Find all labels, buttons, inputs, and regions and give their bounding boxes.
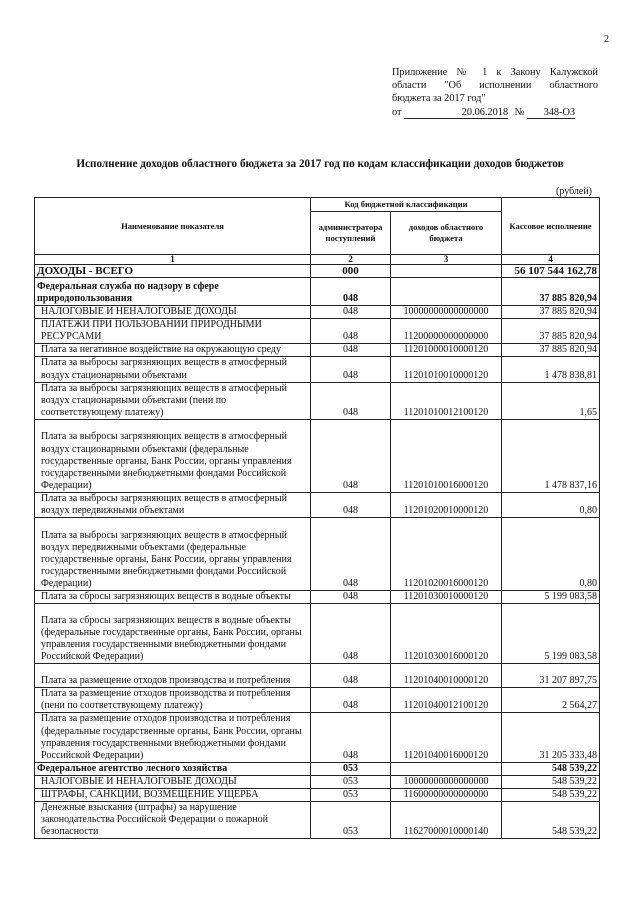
row-amount: 31 205 333,48 <box>502 713 600 762</box>
table-row <box>35 604 600 664</box>
row-name: Плата за выбросы загрязняющих веществ в атмосферный воздух стационарными объектами <box>35 357 311 382</box>
row-admin-code: 053 <box>311 775 391 788</box>
table-row <box>35 775 600 788</box>
row-income-code: 11201040012100120 <box>391 688 502 713</box>
row-amount: 1 478 838,81 <box>502 357 600 382</box>
appendix-date-line <box>392 106 598 119</box>
row-admin-code: 048 <box>311 713 391 762</box>
table-row <box>35 788 600 801</box>
row-income-code: 10000000000000000 <box>391 306 502 319</box>
header-code-group: Код бюджетной классификации <box>311 198 502 212</box>
appendix-line-3: бюджета за 2017 год" <box>392 93 486 104</box>
row-amount: 1,65 <box>502 382 600 419</box>
row-name: Плата за размещение отходов производства и потребления (пени по соответствующему платежу) <box>35 688 311 713</box>
row-admin-code: 048 <box>311 319 391 344</box>
row-income-code: 11200000000000000 <box>391 319 502 344</box>
date-prefix: от <box>392 107 402 118</box>
row-income-code: 11201010016000120 <box>391 419 502 492</box>
table-row <box>35 357 600 382</box>
row-income-code: 11201030016000120 <box>391 604 502 664</box>
row-admin-code: 048 <box>311 306 391 319</box>
page-title: Исполнение доходов областного бюджета за 2017 год по кодам классификации доходов бюджетов <box>76 158 564 170</box>
row-amount: 548 539,22 <box>502 762 600 775</box>
row-amount: 37 885 820,94 <box>502 278 600 306</box>
table-row <box>35 802 600 839</box>
header-name: Наименование показателя <box>35 198 311 255</box>
row-income-code: 11201010012100120 <box>391 382 502 419</box>
row-amount: 37 885 820,94 <box>502 344 600 357</box>
table-row <box>35 265 600 278</box>
row-income-code <box>391 265 502 278</box>
row-name: НАЛОГОВЫЕ И НЕНАЛОГОВЫЕ ДОХОДЫ <box>35 775 311 788</box>
row-name: Плата за негативное воздействие на окружающую среду <box>35 344 311 357</box>
row-admin-code: 048 <box>311 382 391 419</box>
row-amount: 0,80 <box>502 518 600 591</box>
row-admin-code: 053 <box>311 762 391 775</box>
row-amount: 5 199 083,58 <box>502 591 600 604</box>
table-row <box>35 688 600 713</box>
row-admin-code: 048 <box>311 419 391 492</box>
law-date: 20.06.2018 <box>404 107 508 119</box>
row-admin-code: 048 <box>311 492 391 517</box>
table-row <box>35 319 600 344</box>
header-income: доходов областного бюджета <box>391 212 502 255</box>
table-row <box>35 419 600 492</box>
row-name: Федеральное агентство лесного хозяйства <box>35 762 311 775</box>
row-income-code: 11201000010000120 <box>391 344 502 357</box>
row-admin-code: 000 <box>311 265 391 278</box>
row-income-code: 11201040010000120 <box>391 664 502 688</box>
row-income-code: 11627000010000140 <box>391 802 502 839</box>
header-cash: Кассовое исполнение <box>502 198 600 255</box>
row-name: Плата за сбросы загрязняющих веществ в водные объекты (федеральные государственные органы, Банк России, органы управления государственными внебюджетными фондами Российской Федерации) <box>35 604 311 664</box>
col-num-3: 3 <box>391 255 502 265</box>
col-num-1: 1 <box>35 255 311 265</box>
col-num-4: 4 <box>502 255 600 265</box>
row-amount: 0,80 <box>502 492 600 517</box>
row-admin-code: 053 <box>311 788 391 801</box>
row-admin-code: 048 <box>311 664 391 688</box>
table-row <box>35 306 600 319</box>
table-row <box>35 344 600 357</box>
table-row <box>35 492 600 517</box>
row-amount: 31 207 897,75 <box>502 664 600 688</box>
row-amount: 548 539,22 <box>502 788 600 801</box>
row-name: Плата за размещение отходов производства и потребления <box>35 664 311 688</box>
row-admin-code: 048 <box>311 604 391 664</box>
table-row <box>35 713 600 762</box>
row-admin-code: 048 <box>311 688 391 713</box>
table-row <box>35 278 600 306</box>
row-amount: 56 107 544 162,78 <box>502 265 600 278</box>
row-admin-code: 048 <box>311 278 391 306</box>
row-income-code: 11600000000000000 <box>391 788 502 801</box>
row-income-code: 11201020016000120 <box>391 518 502 591</box>
row-name: Плата за размещение отходов производства и потребления (федеральные государственные органы, Банк России, органы управления государственными внебюджетными фондами Российской Федерации) <box>35 713 311 762</box>
law-number: 348-ОЗ <box>527 107 575 119</box>
row-amount: 2 564,27 <box>502 688 600 713</box>
appendix-line-1: Приложение № 1 к Закону Калужской <box>392 67 598 78</box>
row-amount: 548 539,22 <box>502 802 600 839</box>
row-name: Плата за выбросы загрязняющих веществ в атмосферный воздух передвижными объектами <box>35 492 311 517</box>
row-income-code <box>391 278 502 306</box>
row-income-code: 10000000000000000 <box>391 775 502 788</box>
row-name: Плата за сбросы загрязняющих веществ в водные объекты <box>35 591 311 604</box>
col-num-2: 2 <box>311 255 391 265</box>
row-name: Денежные взыскания (штрафы) за нарушение законодательства Российской Федерации о пожарной безопасности <box>35 802 311 839</box>
row-name: ДОХОДЫ - ВСЕГО <box>35 265 311 278</box>
row-income-code: 11201030010000120 <box>391 591 502 604</box>
row-income-code: 11201020010000120 <box>391 492 502 517</box>
page-number: 2 <box>604 34 609 45</box>
table-row <box>35 382 600 419</box>
row-admin-code: 048 <box>311 518 391 591</box>
number-prefix: № <box>514 107 525 118</box>
appendix-line-2: области "Об исполнении областного <box>392 80 598 91</box>
row-admin-code: 048 <box>311 591 391 604</box>
row-name: НАЛОГОВЫЕ И НЕНАЛОГОВЫЕ ДОХОДЫ <box>35 306 311 319</box>
row-name: Плата за выбросы загрязняющих веществ в атмосферный воздух стационарными объектами (пени по соответствующему платежу) <box>35 382 311 419</box>
header-admin: администратора поступлений <box>311 212 391 255</box>
income-table <box>34 197 600 839</box>
row-amount: 1 478 837,16 <box>502 419 600 492</box>
appendix-note <box>392 66 598 119</box>
row-amount: 37 885 820,94 <box>502 306 600 319</box>
table-row <box>35 762 600 775</box>
row-name: Плата за выбросы загрязняющих веществ в атмосферный воздух стационарными объектами (федеральные государственные органы, Банк России, органы управления государственными внебюджетными фондами Российской Федерации) <box>35 419 311 492</box>
row-amount: 37 885 820,94 <box>502 319 600 344</box>
row-admin-code: 053 <box>311 802 391 839</box>
row-admin-code: 048 <box>311 357 391 382</box>
row-name: ПЛАТЕЖИ ПРИ ПОЛЬЗОВАНИИ ПРИРОДНЫМИ РЕСУРСАМИ <box>35 319 311 344</box>
row-admin-code: 048 <box>311 344 391 357</box>
row-amount: 548 539,22 <box>502 775 600 788</box>
table-row <box>35 518 600 591</box>
row-income-code <box>391 762 502 775</box>
table-row <box>35 591 600 604</box>
row-name: Плата за выбросы загрязняющих веществ в атмосферный воздух передвижными объектами (федеральные государственные органы, Банк России, органы управления государственными внебюджетными фондами Российской Федерации) <box>35 518 311 591</box>
row-amount: 5 199 083,58 <box>502 604 600 664</box>
row-income-code: 11201010010000120 <box>391 357 502 382</box>
row-income-code: 11201040016000120 <box>391 713 502 762</box>
row-name: Федеральная служба по надзору в сфере природопользования <box>35 278 311 306</box>
table-row <box>35 664 600 688</box>
unit-label: (рублей) <box>556 186 593 197</box>
row-name: ШТРАФЫ, САНКЦИИ, ВОЗМЕЩЕНИЕ УЩЕРБА <box>35 788 311 801</box>
